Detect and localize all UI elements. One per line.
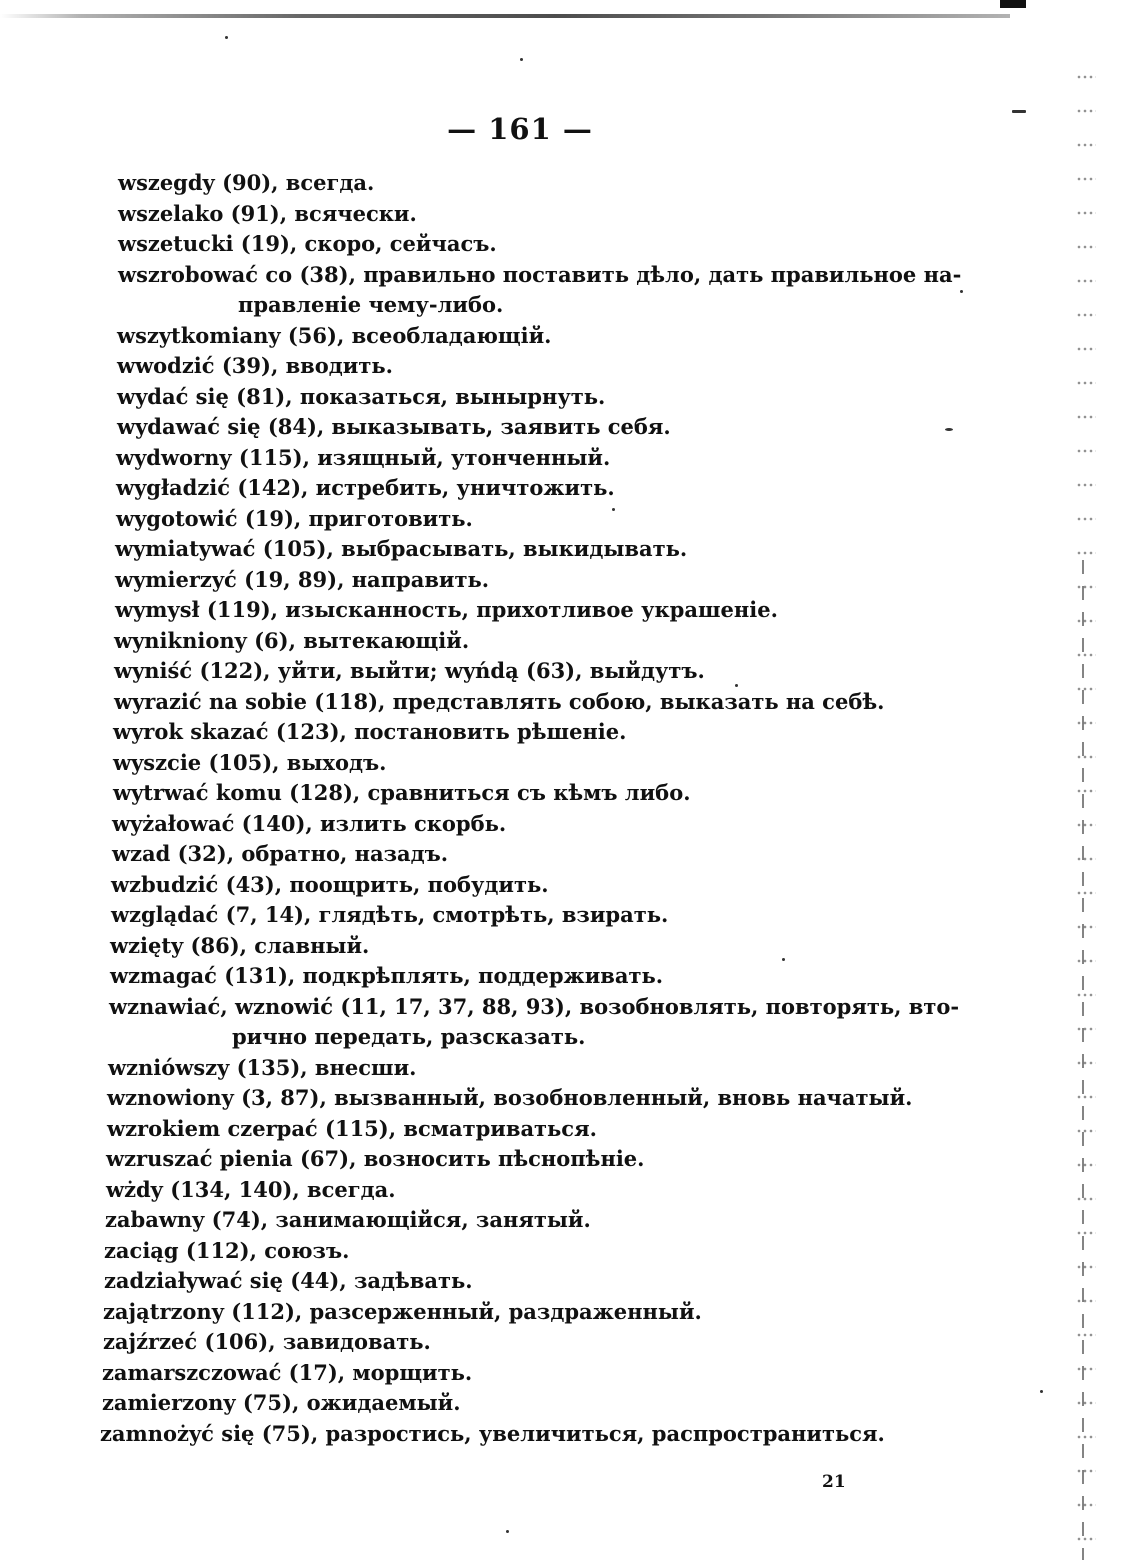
glossary-entry: wyniknіony (6), вытекающій.	[114, 627, 470, 653]
glossary-entry: wyrok skazać (123), постановить рѣшеніе.	[113, 719, 627, 744]
glossary-entry: wytrwać komu (128), сравниться съ кѣмъ либо.	[113, 780, 691, 805]
glossary-entry: zajźrzeć (106), завидовать.	[103, 1329, 431, 1354]
scan-speck	[225, 36, 228, 39]
glossary-entry: wwodzić (39), вводить.	[117, 353, 393, 378]
scan-speck	[520, 58, 523, 61]
glossary-entry: wszegdy (90), всегда.	[118, 170, 375, 195]
glossary-entry: wydać się (81), показаться, вынырнуть.	[117, 383, 606, 409]
glossary-entry: wszytkomiany (56), всеобладающій.	[117, 322, 552, 348]
page-number: — 161 —	[447, 112, 593, 146]
glossary-entry: wzbudzić (43), поощрить, побудить.	[111, 871, 549, 897]
glossary-entry: wyrazić na sobie (118), представлять собою, выказать на себѣ.	[114, 688, 885, 714]
glossary-entry: wszetucki (19), скоро, сейчасъ.	[118, 231, 497, 256]
glossary-entry: zadziaływać się (44), задѣвать.	[104, 1268, 473, 1293]
glossary-entry: zamierzony (75), ожидаемый.	[102, 1390, 461, 1415]
glossary-entry: wymysł (119), изысканность, прихотливое украшеніе.	[115, 597, 778, 622]
scan-corner-mark	[1000, 0, 1026, 8]
glossary-entry: wznowiony (3, 87), вызванный, возобновленный, вновь начатый.	[107, 1085, 913, 1110]
scan-speck	[735, 684, 738, 687]
glossary-entry: zabawny (74), занимающійся, занятый.	[105, 1207, 591, 1232]
glossary-entries	[0, 168, 1000, 1449]
glossary-entry: wzięty (86), славный.	[110, 932, 370, 958]
glossary-entry: wzrokiem czerpać (115), всматриваться.	[107, 1115, 597, 1141]
glossary-entry: wygotowić (19), приготовить.	[116, 505, 473, 531]
glossary-entry-continuation: рично передать, разсказать.	[232, 1024, 586, 1049]
glossary-entry: wznawiać, wznowić (11, 17, 37, 88, 93), возобновлять, повторять, вто-	[109, 993, 960, 1019]
glossary-entry: wyżałować (140), излить скорбь.	[112, 810, 507, 836]
glossary-entry: wydawać się (84), выказывать, заявить себя.	[117, 414, 671, 439]
glossary-entry: wymiatywać (105), выбрасывать, выкидывать.	[115, 536, 688, 561]
scan-speck	[960, 290, 963, 293]
scan-speck	[782, 958, 785, 961]
scan-speck	[1012, 110, 1026, 113]
glossary-entry: wyszcie (105), выходъ.	[113, 749, 387, 775]
glossary-entry: wszelako (91), всячески.	[118, 200, 417, 226]
glossary-entry: wzglądać (7, 14), глядѣть, смотрѣть, взирать.	[111, 902, 669, 927]
glossary-entry: wżdy (134, 140), всегда.	[106, 1176, 396, 1202]
glossary-entry: wzniówszy (135), внесши.	[108, 1054, 417, 1080]
scan-speck	[612, 508, 615, 511]
glossary-entry: zamarszczować (17), морщить.	[102, 1359, 473, 1385]
glossary-entry: zajątrzony (112), разсерженный, раздраженный.	[103, 1298, 702, 1324]
scan-speck	[1040, 1390, 1043, 1393]
glossary-entry: wydworny (115), изящный, утонченный.	[116, 444, 611, 470]
scan-top-edge	[0, 14, 1010, 18]
glossary-entry: wygładzić (142), истребить, уничтожить.	[116, 475, 615, 500]
glossary-entry: wzad (32), обратно, назадъ.	[112, 841, 449, 866]
scan-speck	[506, 1530, 509, 1533]
glossary-entry: wszrobować co (38), правильно поставить дѣло, дать правильное на-	[118, 261, 962, 287]
printer-signature-mark: 21	[822, 1472, 846, 1492]
scan-speck	[945, 428, 953, 431]
glossary-entry: zamnożyć się (75), разростись, увеличиться, распространиться.	[100, 1420, 885, 1446]
glossary-entry: wzruszać pienia (67), возносить пѣснопѣніе.	[106, 1146, 645, 1171]
glossary-entry: wyniść (122), уйти, выйти; wyńdą (63), выйдутъ.	[114, 658, 705, 683]
glossary-entry: wzmagać (131), подкрѣплять, поддерживать.	[110, 963, 664, 988]
glossary-entry-continuation: правленіе чему-либо.	[238, 292, 504, 317]
glossary-entry: wymierzyć (19, 89), направить.	[115, 566, 490, 592]
glossary-entry: zaciąg (112), союзъ.	[104, 1237, 350, 1263]
